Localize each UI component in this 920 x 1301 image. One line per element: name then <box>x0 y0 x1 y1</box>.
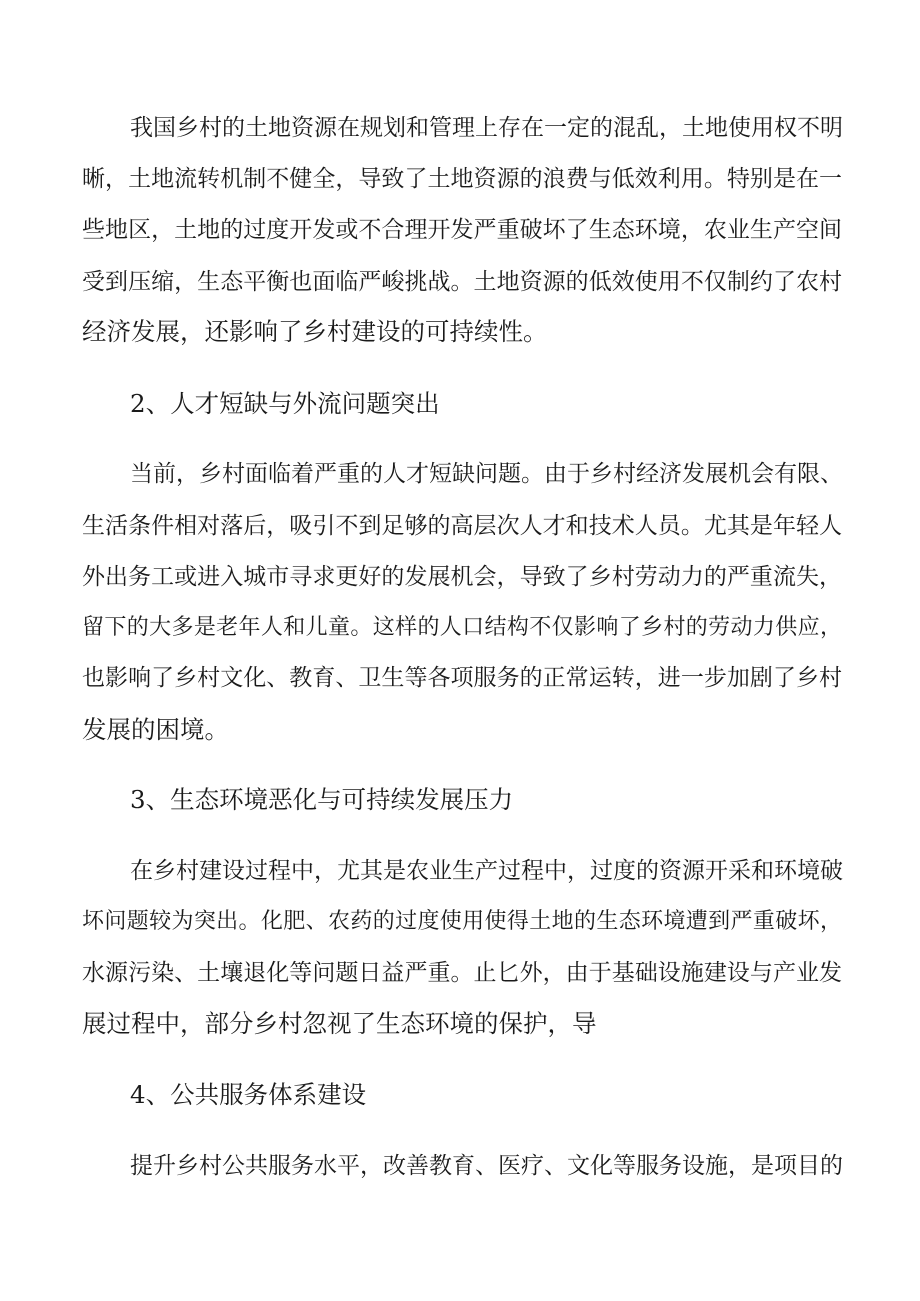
paragraph-3-line-3: 水源污染、土壤退化等问题日益严重。止匕外，由于基础设施建设与产业发 <box>82 960 842 986</box>
paragraph-2-line-4: 留下的大多是老年人和儿童。这样的人口结构不仅影响了乡村的劳动力供应， <box>82 615 842 640</box>
paragraph-2-line-1: 当前，乡村面临着严重的人才短缺问题。由于乡村经济发展机会有限、 <box>130 461 843 487</box>
paragraph-3-line-4: 展过程中，部分乡村忽视了生态环境的保护，导 <box>82 1009 597 1038</box>
section-heading-2: 2、人才短缺与外流问题突出 <box>130 389 440 418</box>
paragraph-2-line-3: 外出务工或进入城市寻求更好的发展机会，导致了乡村劳动力的严重流失， <box>82 564 842 590</box>
paragraph-2-line-6: 发展的困境。 <box>82 715 229 744</box>
paragraph-1-line-2: 晰，土地流转机制不健全，导致了土地资源的浪费与低效利用。特别是在一 <box>82 166 842 192</box>
paragraph-1-line-1: 我国乡村的土地资源在规划和管理上存在一定的混乱，土地使用权不明 <box>130 115 843 141</box>
paragraph-2-line-2: 生活条件相对落后，吸引不到足够的高层次人才和技术人员。尤其是年轻人 <box>82 513 842 539</box>
paragraph-2-line-5: 也影响了乡村文化、教育、卫生等各项服务的正常运转，进一步加剧了乡村 <box>82 665 842 691</box>
section-heading-4: 4、公共服务体系建设 <box>130 1080 367 1109</box>
paragraph-3-line-2: 坏问题较为突出。化肥、农药的过度使用使得土地的生态环境遭到严重破坏， <box>82 909 842 934</box>
paragraph-1-line-5: 经济发展，还影响了乡村建设的可持续性。 <box>82 317 548 346</box>
paragraph-4-line-1: 提升乡村公共服务水平，改善教育、医疗、文化等服务设施，是项目的 <box>130 1153 843 1179</box>
section-heading-3: 3、生态环境恶化与可持续发展压力 <box>130 785 514 814</box>
paragraph-1-line-3: 些地区，土地的过度开发或不合理开发严重破坏了生态环境，农业生产空间 <box>82 217 842 243</box>
paragraph-1-line-4: 受到压缩，生态平衡也面临严峻挑战。土地资源的低效使用不仅制约了农村 <box>82 269 842 295</box>
paragraph-3-line-1: 在乡村建设过程中，尤其是农业生产过程中，过度的资源开采和环境破 <box>130 858 843 884</box>
